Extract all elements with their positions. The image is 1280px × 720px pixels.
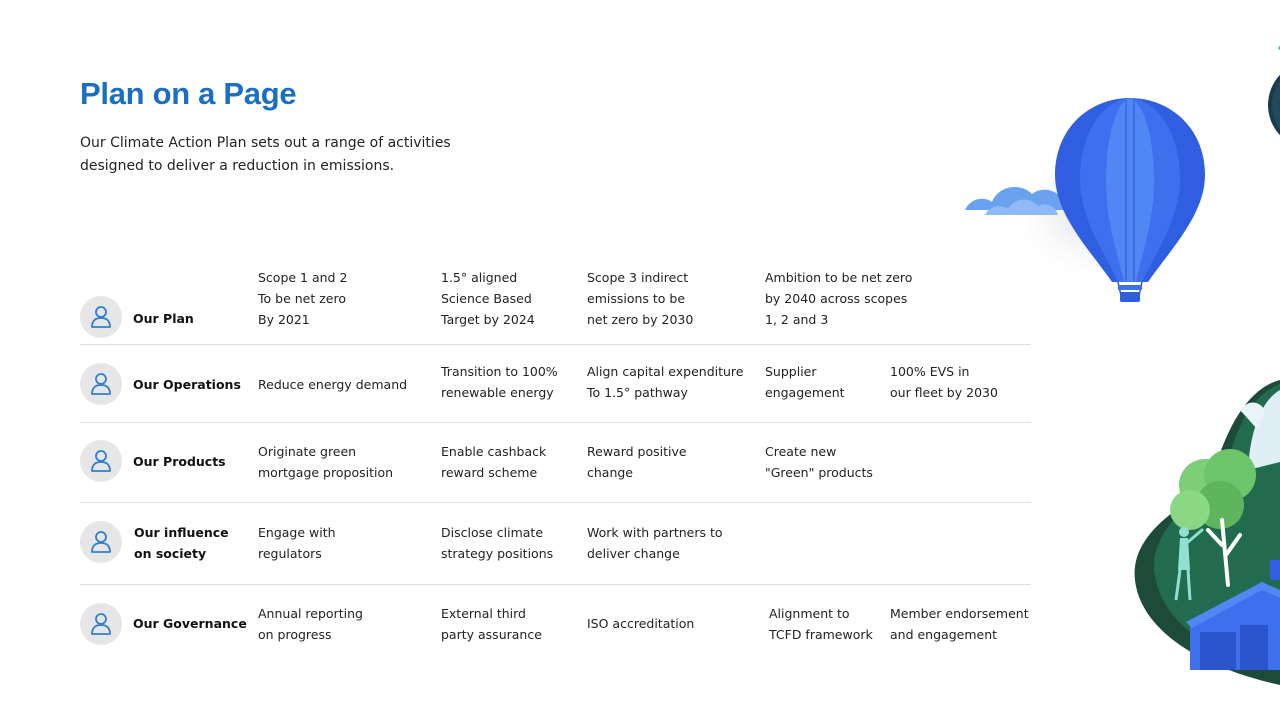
table-cell: Ambition to be net zero by 2040 across scopes 1, 2 and 3 <box>765 270 913 327</box>
person-icon <box>80 603 122 645</box>
table-cell: Create new "Green" products <box>765 444 873 480</box>
table-cell: Scope 1 and 2 To be net zero By 2021 <box>258 270 348 327</box>
table-cell: 1.5° aligned Science Based Target by 2024 <box>441 270 535 327</box>
row-label: Our Plan <box>133 311 194 326</box>
person-icon <box>80 296 122 338</box>
table-row-our-governance <box>80 585 1031 665</box>
row-label: Our Products <box>133 454 226 469</box>
table-cell: Supplier engagement <box>765 364 845 400</box>
table-cell: Scope 3 indirect emissions to be net zero by 2030 <box>587 270 694 327</box>
plan-table <box>80 260 1031 665</box>
table-cell: Enable cashback reward scheme <box>441 444 547 480</box>
intro-text: Our Climate Action Plan sets out a range of activities designed to deliver a reduction in emissions. <box>80 135 451 174</box>
person-icon <box>80 521 122 563</box>
table-cell: 100% EVS in our fleet by 2030 <box>890 364 998 400</box>
tree-house-illustration <box>1130 370 1280 690</box>
person-icon <box>80 363 122 405</box>
table-cell: Alignment to TCFD framework <box>769 606 873 642</box>
table-cell: Reward positive change <box>587 444 687 480</box>
table-row-our-operations <box>80 345 1031 423</box>
table-cell: Member endorsement and engagement <box>890 606 1029 642</box>
table-cell: Engage with regulators <box>258 525 336 561</box>
table-cell: Originate green mortgage proposition <box>258 444 394 480</box>
table-cell: Work with partners to deliver change <box>587 525 723 561</box>
page-title: Plan on a Page <box>80 76 297 111</box>
table-row-our-plan <box>80 260 1031 345</box>
table-cell: Annual reporting on progress <box>258 606 363 642</box>
table-cell: External third party assurance <box>441 606 542 642</box>
table-row-our-products <box>80 423 1031 503</box>
person-icon <box>80 440 122 482</box>
table-cell: Reduce energy demand <box>258 377 408 392</box>
table-cell: Align capital expenditure To 1.5° pathway <box>587 364 744 400</box>
row-label: Our influence on society <box>134 525 229 561</box>
row-label: Our Governance <box>133 616 247 631</box>
hot-air-balloon-illustration <box>940 0 1280 320</box>
row-label: Our Operations <box>133 377 241 392</box>
table-cell: ISO accreditation <box>587 616 695 631</box>
table-cell: Disclose climate strategy positions <box>441 525 554 561</box>
table-row-our-influence <box>80 503 1031 585</box>
table-cell: Transition to 100% renewable energy <box>441 364 558 400</box>
